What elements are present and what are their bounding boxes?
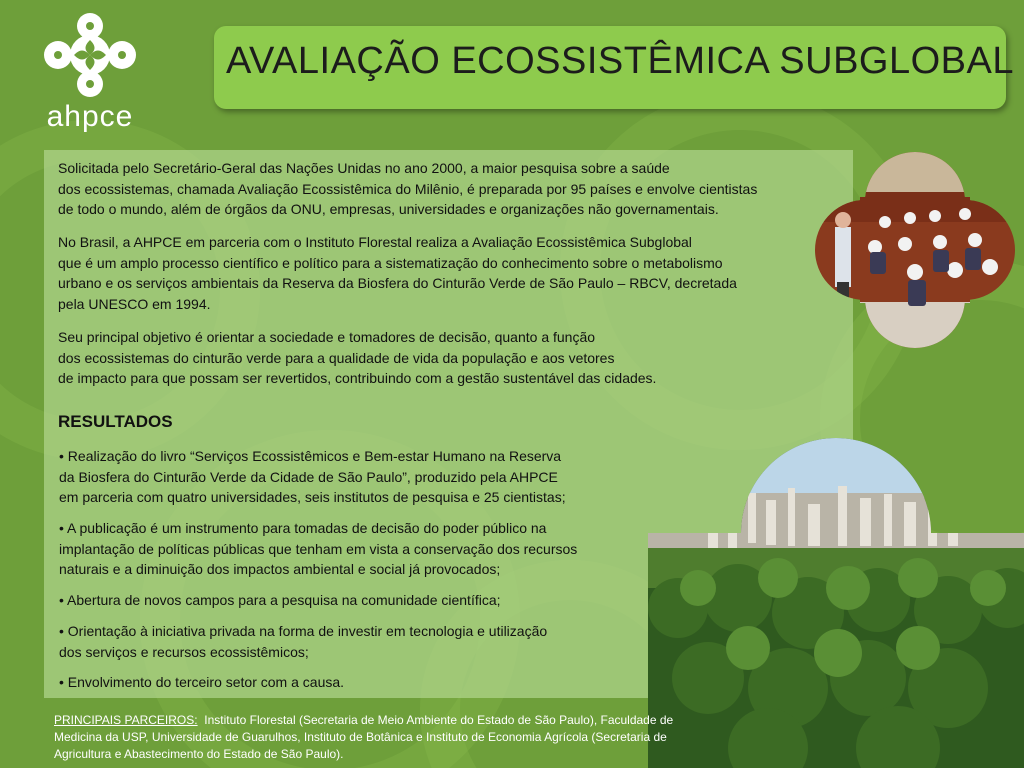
partners-text: Instituto Florestal (Secretaria de Meio Ambiente do Estado de São Paulo), Faculdade de Medicina da USP, Universidade de Guarulhos, Instituto de Botânica e Instituto de Economia Agrícola (Secretaria de Agricultura e Abastecimento do Estado de São Paulo). (54, 713, 674, 761)
paragraph-brasil: No Brasil, a AHPCE em parceria com o Instituto Florestal realiza a Avaliação Ecossistêmica Subglobal que é um amplo processo científico e político para a sistematização do conhecimento sobre o metabolismo urbano e os serviços ambientais da Reserva da Biosfera do Cinturão Verde de São Paulo – RBCV, decretada pela UNESCO em 1994. (58, 234, 737, 312)
result-item: • Envolvimento do terceiro setor com a causa. (59, 674, 345, 690)
ahpce-logo (40, 12, 140, 132)
paragraph-intro: Solicitada pelo Secretário-Geral das Nações Unidas no ano 2000, a maior pesquisa sobre a saúde dos ecossistemas, chamada Avaliação Ecossistêmica do Milênio, é preparada por 95 países e envolve cientistas de todo o mundo, além de órgãos da ONU, empresas, universidades e organizações não governamentais. (58, 160, 758, 217)
page-title: AVALIAÇÃO ECOSSISTÊMICA SUBGLOBAL (226, 40, 1015, 82)
partners-footer (54, 712, 714, 763)
title-banner (214, 26, 1015, 109)
result-item: • Abertura de novos campos para a pesquisa na comunidade científica; (59, 592, 501, 608)
result-item: • A publicação é um instrumento para tomadas de decisão do poder público na implantação de políticas públicas que tenham em vista a conservação dos recursos naturais e a diminuição dos impactos ambiental e social já provocados; (59, 520, 578, 577)
logo-text: ahpce (46, 100, 134, 133)
paragraph-objetivo: Seu principal objetivo é orientar a sociedade e tomadores de decisão, quanto a função dos ecossistemas do cinturão verde para a qualidade de vida da população e aos vetores de impacto para que possam ser revertidos, contribuindo com a gestão sustentável das cidades. (58, 329, 657, 386)
lecture-hall-photo (815, 152, 1015, 348)
result-item: • Orientação à iniciativa privada na forma de investir em tecnologia e utilização dos serviços e recursos ecossistêmicos; (59, 623, 548, 660)
results-heading: RESULTADOS (58, 412, 173, 431)
result-item: • Realização do livro “Serviços Ecossistêmicos e Bem-estar Humano na Reserva da Biosfera do Cinturão Verde da Cidade de São Paulo”, produzido pela AHPCE em parceria com quatro universidades, seis institutos de pesquisa e 25 cientistas; (59, 448, 566, 505)
flower-emblem-icon (40, 12, 140, 98)
partners-label: PRINCIPAIS PARCEIROS: (54, 713, 198, 727)
